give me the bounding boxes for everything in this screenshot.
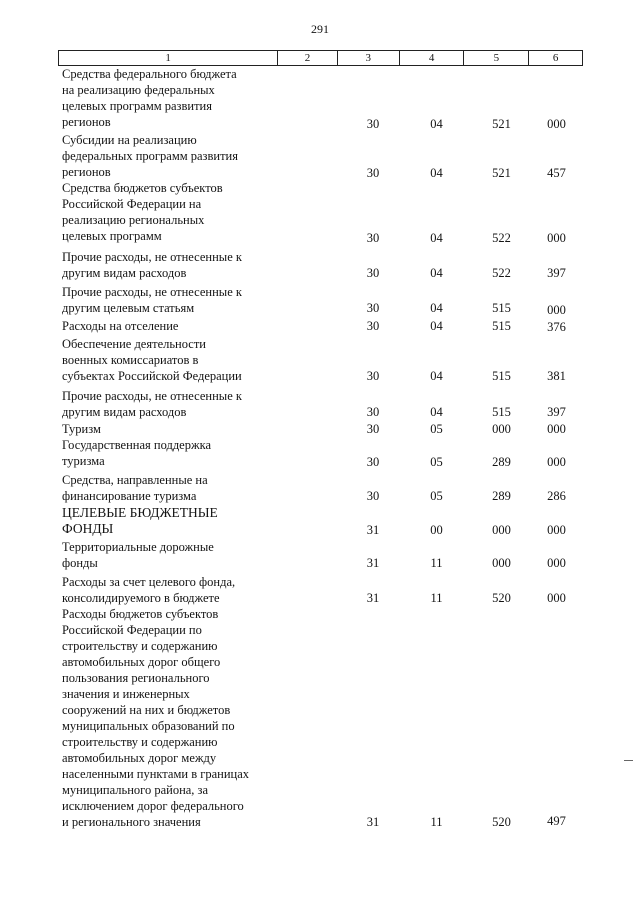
page-number: 291 (311, 22, 329, 36)
code-subsection: 04 (430, 405, 443, 419)
code-target: 522 (492, 231, 511, 245)
code-section: 30 (366, 117, 380, 131)
code-subsection: 04 (430, 319, 443, 333)
code-section: 30 (366, 489, 380, 503)
code-section: 30 (366, 319, 380, 333)
code-type: 497 (547, 814, 566, 828)
code-section: 30 (366, 166, 380, 180)
code-subsection: 11 (430, 591, 443, 605)
row-description: Прочие расходы, не отнесенные к другим видам расходов (62, 389, 242, 419)
code-type: 000 (547, 422, 566, 436)
row-description: Расходы бюджетов субъектов Российской Федерации по строительству и содержанию автомобильных дорог общего пользования регионального значения и инженерных сооружений на них и бюджетов муниципальных образований по строительству и содержанию автомобильных дорог между населенными пунктами в границах муниципального района, за исключением дорог федерального и регионального значения (62, 607, 250, 829)
code-section: 30 (366, 301, 380, 315)
row-description: Обеспечение деятельности военных комиссариатов в субъектах Российской Федерации (62, 337, 242, 383)
row-description: Государственная поддержка туризма (62, 438, 212, 468)
code-subsection: 04 (430, 231, 443, 245)
code-section: 30 (366, 405, 380, 419)
code-target: 515 (492, 405, 511, 419)
code-section: 30 (366, 231, 380, 245)
header-col-1: 1 (59, 51, 278, 65)
header-col-6: 6 (552, 52, 559, 64)
code-target: 520 (492, 815, 511, 829)
code-section: 30 (366, 422, 380, 436)
row-description: Расходы за счет целевого фонда, консолидируемого в бюджете (62, 575, 236, 605)
code-type: 000 (547, 523, 566, 537)
code-type: 000 (547, 231, 566, 245)
code-section: 30 (366, 455, 380, 469)
header-col-3: 3 (338, 51, 400, 65)
code-type: 286 (547, 489, 566, 503)
code-type: 000 (547, 591, 566, 605)
code-target: 521 (492, 117, 511, 131)
code-target: 521 (492, 166, 511, 180)
code-subsection: 04 (430, 266, 443, 280)
code-section: 30 (366, 266, 380, 280)
code-subsection: 11 (430, 815, 443, 829)
row-description: ЦЕЛЕВЫЕ БЮДЖЕТНЫЕ ФОНДЫ (62, 505, 218, 536)
code-type: 381 (547, 369, 566, 383)
row-description: Прочие расходы, не отнесенные к другим целевым статьям (62, 285, 242, 315)
code-target: 520 (492, 591, 511, 605)
code-section: 31 (366, 815, 380, 829)
header-col-2: 2 (278, 51, 338, 65)
row-description: Субсидии на реализацию федеральных программ развития регионов (62, 133, 238, 179)
code-subsection: 00 (430, 523, 443, 537)
code-subsection: 04 (430, 369, 443, 383)
code-section: 31 (366, 523, 380, 537)
code-target: 515 (492, 369, 511, 383)
code-subsection: 11 (430, 556, 443, 570)
code-subsection: 04 (430, 166, 443, 180)
code-type: 376 (547, 320, 566, 334)
row-description: Прочие расходы, не отнесенные к другим видам расходов (62, 250, 242, 280)
scan-mark (624, 760, 633, 761)
code-section: 31 (366, 556, 380, 570)
header-col-4: 4 (400, 51, 465, 65)
code-type: 000 (547, 117, 566, 131)
code-subsection: 05 (430, 489, 443, 503)
row-description: Туризм (62, 422, 101, 436)
code-subsection: 05 (430, 455, 443, 469)
code-type: 000 (547, 556, 566, 570)
table-header (58, 50, 583, 66)
row-description: Расходы на отселение (62, 319, 179, 333)
code-target: 289 (492, 455, 511, 469)
code-target: 515 (492, 319, 511, 333)
code-target: 000 (492, 422, 511, 436)
code-target: 000 (492, 523, 511, 537)
code-target: 522 (492, 266, 511, 280)
code-target: 515 (492, 301, 511, 315)
code-target: 289 (492, 489, 511, 503)
code-section: 31 (366, 591, 380, 605)
row-description: Средства федерального бюджета на реализацию федеральных целевых программ развития регионов (62, 67, 237, 129)
code-subsection: 04 (430, 117, 443, 131)
row-description: Территориальные дорожные фонды (62, 540, 214, 570)
code-type: 397 (547, 405, 566, 419)
code-type: 397 (547, 266, 566, 280)
code-target: 000 (492, 556, 511, 570)
code-section: 30 (366, 369, 380, 383)
code-subsection: 05 (430, 422, 443, 436)
header-col-5: 5 (464, 51, 529, 65)
row-description: Средства, направленные на финансирование туризма (62, 473, 208, 503)
code-type: 457 (547, 166, 566, 180)
row-description: Средства бюджетов субъектов Российской Федерации на реализацию региональных целевых программ (62, 181, 223, 243)
code-type: 000 (547, 455, 566, 469)
code-subsection: 04 (430, 301, 443, 315)
code-type: 000 (547, 303, 566, 317)
